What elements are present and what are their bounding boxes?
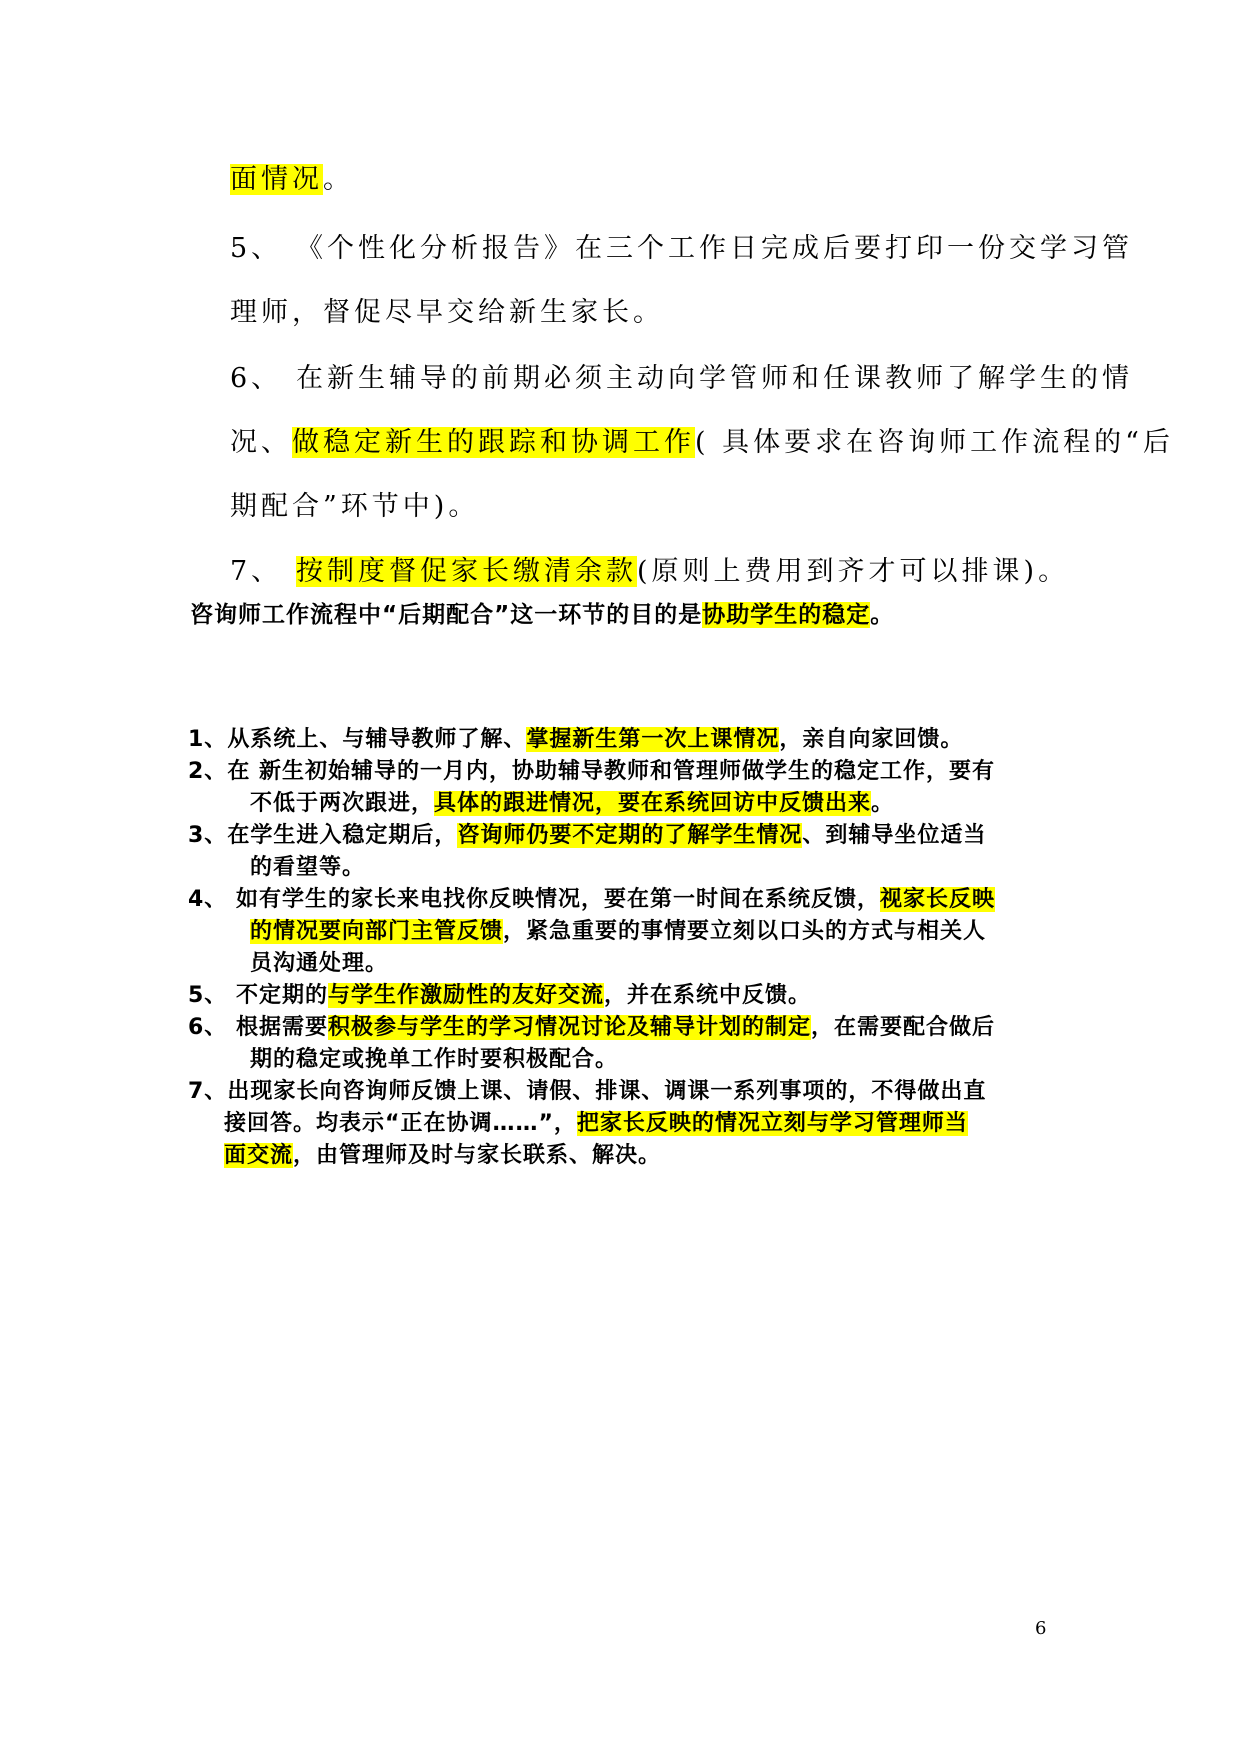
list-item: 7、出现家长向咨询师反馈上课、请假、排课、调课一系列事项的，不得做出直 接回答。均表示“正在协调……”，把家长反映的情况立刻与学习管理师当 面交流，由管理师及时与家长联系、解决。 (188, 1079, 987, 1168)
highlight: 具体的跟进情况，要在系统回访中反馈出来 (434, 791, 872, 816)
section-heading: 咨询师工作流程中“后期配合”这一环节的目的是协助学生的稳定。 (190, 602, 895, 628)
item-number: 6、 (230, 363, 283, 394)
highlight: 做稳定新生的跟踪和协调工作 (292, 427, 695, 458)
list-item: 4、 如有学生的家长来电找你反映情况，要在第一时间在系统反馈，视家长反映 的情况要向部门主管反馈，紧急重要的事情要立刻以口头的方式与相关人 员沟通处理。 (188, 887, 995, 976)
list-item: 5、 不定期的与学生作激励性的友好交流，并在系统中反馈。 (188, 983, 812, 1008)
highlight: 协助学生的稳定 (702, 602, 871, 628)
highlight: 按制度督促家长缴清余款 (296, 556, 637, 587)
highlight: 积极参与学生的学习情况讨论及辅导计划的制定 (327, 1015, 811, 1040)
item-5-line-1: 5、 《个性化分析报告》在三个工作日完成后要打印一份交学习管 (230, 233, 1133, 264)
highlight: 咨询师仍要不定期的了解学生情况 (457, 823, 803, 848)
item-6-line-1: 6、 在新生辅导的前期必须主动向学管师和任课教师了解学生的情 (230, 363, 1133, 394)
highlight: 面情况 (230, 164, 323, 195)
list-item: 2、在 新生初始辅导的一月内，协助辅导教师和管理师做学生的稳定工作，要有 不低于两次跟进，具体的跟进情况，要在系统回访中反馈出来。 (188, 759, 995, 816)
highlight: 与学生作激励性的友好交流 (327, 983, 604, 1008)
continued-line: 面情况。 (230, 164, 354, 195)
page-number: 6 (1035, 1618, 1047, 1639)
highlight: 掌握新生第一次上课情况 (526, 727, 780, 752)
item-number: 7、 (230, 556, 283, 587)
item-5-line-2: 理师，督促尽早交给新生家长。 (230, 297, 664, 328)
item-6-line-2: 况、做稳定新生的跟踪和协调工作( 具体要求在咨询师工作流程的“后 (230, 427, 1174, 458)
list-item: 1、从系统上、与辅导教师了解、掌握新生第一次上课情况，亲自向家回馈。 (188, 727, 964, 752)
highlight: 的情况要向部门主管反馈 (250, 919, 504, 944)
highlight: 面交流 (224, 1143, 294, 1168)
item-6-line-3: 期配合”环节中)。 (230, 491, 480, 522)
list-item: 6、 根据需要积极参与学生的学习情况讨论及辅导计划的制定，在需要配合做后 期的稳定或挽单工作时要积极配合。 (188, 1015, 996, 1072)
item-7-line: 7、 按制度督促家长缴清余款(原则上费用到齐才可以排课)。 (230, 556, 1070, 587)
item-number: 5、 (230, 233, 283, 264)
highlight: 视家长反映 (879, 887, 995, 912)
numbered-list (188, 724, 1068, 1172)
highlight: 把家长反映的情况立刻与学习管理师当 (576, 1111, 968, 1136)
list-item: 3、在学生进入稳定期后，咨询师仍要不定期的了解学生情况、到辅导坐位适当 的看望等。 (188, 823, 987, 880)
